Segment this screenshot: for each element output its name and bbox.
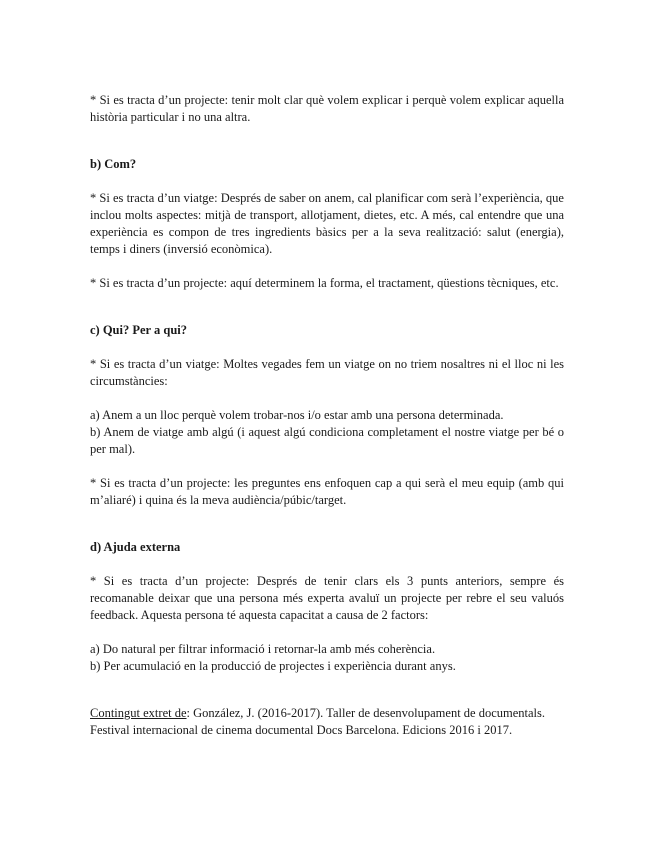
- section-c-paragraph-1: * Si es tracta d’un viatge: Moltes vegades fem un viatge on no triem nosaltres ni el lloc ni les circumstàncies:: [90, 357, 564, 388]
- section-d-heading: d) Ajuda externa: [90, 540, 181, 554]
- section-c-heading: c) Qui? Per a qui?: [90, 323, 187, 337]
- intro-paragraph: * Si es tracta d’un projecte: tenir molt clar què volem explicar i perquè volem explicar aquella història particular i no una altra.: [90, 93, 564, 124]
- section-c-paragraph-2: * Si es tracta d’un projecte: les preguntes ens enfoquen cap a qui serà el meu equip (amb qui m’aliaré) i quina és la meva audiència/púbic/target.: [90, 476, 564, 507]
- section-d-item-a: a) Do natural per filtrar informació i retornar-la amb més coherència.: [90, 642, 436, 656]
- section-b-heading: b) Com?: [90, 157, 137, 171]
- section-d-item-b: b) Per acumulació en la producció de projectes i experiència durant anys.: [90, 659, 456, 673]
- section-d-paragraph-1: * Si es tracta d’un projecte: Després de tenir clars els 3 punts anteriors, sempre és recomanable deixar que una persona més experta avaluï un projecte per rebre el seu valuós feedback. Aquesta persona té aquesta capacitat a causa de 2 factors:: [90, 574, 564, 622]
- source-citation: [90, 705, 564, 739]
- section-c-item-a: a) Anem a un lloc perquè volem trobar-nos i/o estar amb una persona determinada.: [90, 408, 504, 422]
- section-b-paragraph-1: * Si es tracta d’un viatge: Després de saber on anem, cal planificar com serà l’experiència, que inclou molts aspectes: mitjà de transport, allotjament, dietes, etc. A més, cal entendre que una experiència es compon de tres ingredients bàsics per a la seva realització: salut (energia), temps i diners (inversió econòmica).: [90, 191, 564, 256]
- document-page: [90, 92, 564, 739]
- section-b-paragraph-2: * Si es tracta d’un projecte: aquí determinem la forma, el tractament, qüestions tècniques, etc.: [90, 276, 559, 290]
- source-label: Contingut extret de: [90, 706, 187, 720]
- source-text: : González, J. (2016-2017). Taller de desenvolupament de documentals. Festival internacional de cinema documental Docs Barcelona. Edicions 2016 i 2017.: [90, 706, 546, 737]
- section-c-item-b: b) Anem de viatge amb algú (i aquest algú condiciona completament el nostre viatge per bé o per mal).: [90, 425, 564, 456]
